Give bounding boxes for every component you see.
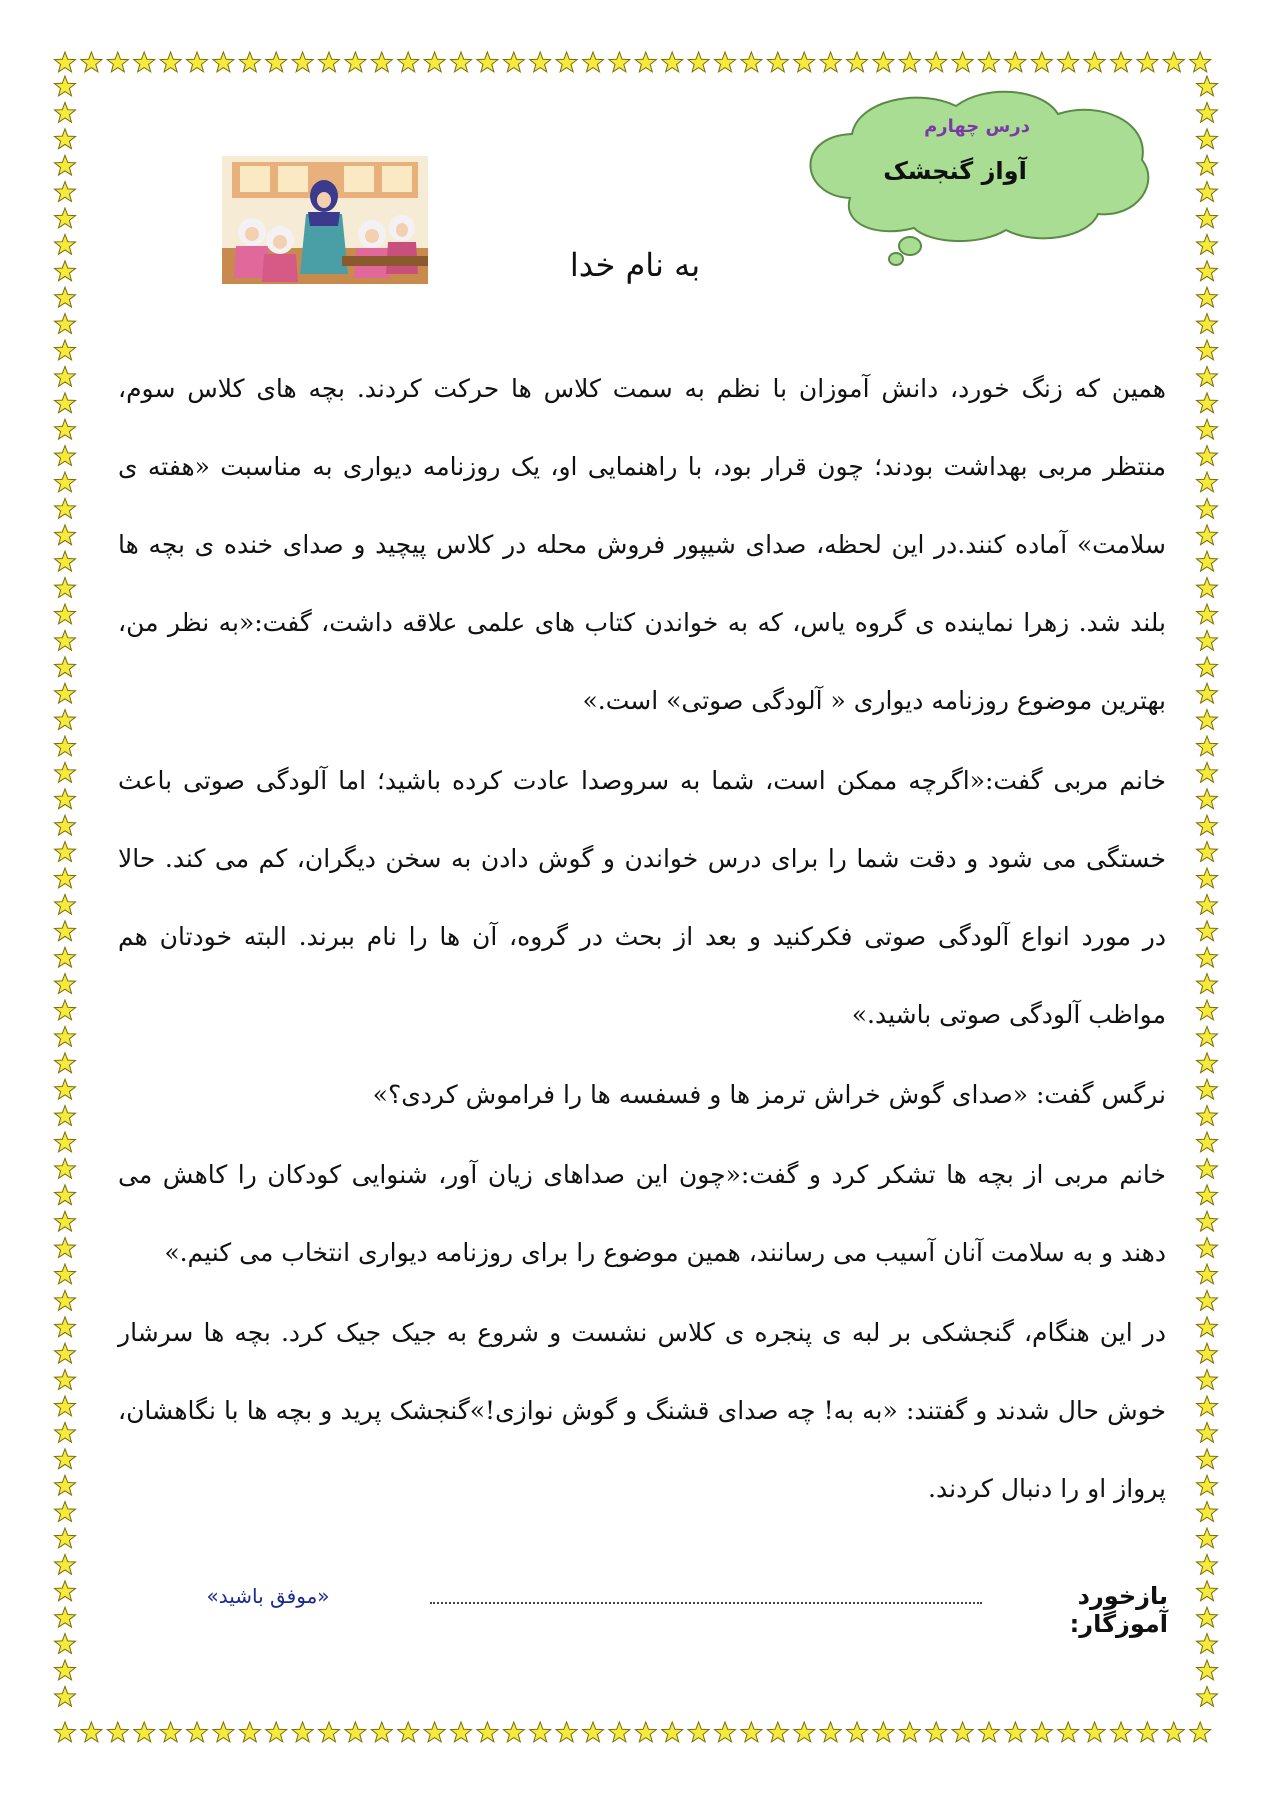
- star-icon: [1197, 762, 1218, 782]
- star-icon: [820, 1722, 841, 1742]
- star-icon: [55, 1634, 76, 1654]
- star-icon: [55, 630, 76, 650]
- star-icon: [55, 1264, 76, 1284]
- story-paragraph: خانم مربی از بچه ها تشکر کرد و گفت:«چون این صداهای زیان آور، شنوایی کودکان را کاهش می دهند و به سلامت آنان آسیب می رسانند، همین موضوع را برای روزنامه دیواری انتخاب می کنیم.»: [118, 1160, 1166, 1267]
- star-icon: [1197, 393, 1218, 413]
- star-icon: [556, 1722, 577, 1742]
- teacher-feedback-label: بازخورد آموزگار:: [1069, 1582, 1168, 1638]
- story-paragraph: در این هنگام، گنجشکی بر لبه ی پنجره ی کلاس نشست و شروع به جیک جیک کرد. بچه ها سرشار خوش حال شدند و گفتند: «به به! چه صدای قشنگ و گوش نوازی!»گنجشک پرید و بچه ها با نگاهشان، پرواز او را دنبال کردند.: [118, 1318, 1166, 1503]
- star-icon: [55, 366, 76, 386]
- star-icon: [55, 472, 76, 492]
- star-icon: [55, 578, 76, 598]
- star-icon: [583, 52, 604, 72]
- star-icon: [899, 52, 920, 72]
- star-icon: [926, 52, 947, 72]
- star-icon: [1084, 52, 1105, 72]
- star-icon: [1197, 710, 1218, 730]
- star-icon: [55, 1475, 76, 1495]
- star-icon: [979, 52, 1000, 72]
- star-icon: [952, 52, 973, 72]
- star-icon: [847, 1722, 868, 1742]
- star-icon: [345, 1722, 366, 1742]
- star-icon: [477, 1722, 498, 1742]
- star-icon: [741, 52, 762, 72]
- star-icon: [688, 1722, 709, 1742]
- star-icon: [1197, 1686, 1218, 1706]
- page-heading: به نام خدا: [569, 246, 701, 284]
- star-icon: [55, 1449, 76, 1469]
- star-icon: [741, 1722, 762, 1742]
- star-icon: [1137, 1722, 1158, 1742]
- star-icon: [1197, 1449, 1218, 1469]
- star-icon: [55, 894, 76, 914]
- star-icon: [1197, 525, 1218, 545]
- star-icon: [1137, 52, 1158, 72]
- star-icon: [1197, 1422, 1218, 1442]
- star-icon: [715, 1722, 736, 1742]
- star-icon: [530, 52, 551, 72]
- star-icon: [239, 1722, 260, 1742]
- star-icon: [55, 710, 76, 730]
- star-icon: [55, 129, 76, 149]
- star-icon: [1058, 52, 1079, 72]
- star-icon: [55, 419, 76, 439]
- star-icon: [1197, 921, 1218, 941]
- star-icon: [1197, 234, 1218, 254]
- star-icon: [213, 52, 234, 72]
- star-icon: [1197, 551, 1218, 571]
- star-icon: [292, 1722, 313, 1742]
- star-icon: [1111, 52, 1132, 72]
- star-icon: [1197, 419, 1218, 439]
- star-icon: [55, 1660, 76, 1680]
- star-icon: [847, 52, 868, 72]
- star-icon: [1197, 1581, 1218, 1601]
- star-icon: [55, 974, 76, 994]
- star-icon: [398, 52, 419, 72]
- star-icon: [767, 52, 788, 72]
- star-icon: [794, 52, 815, 72]
- star-icon: [1197, 894, 1218, 914]
- star-icon: [1197, 261, 1218, 281]
- star-icon: [55, 1686, 76, 1706]
- star-icon: [187, 1722, 208, 1742]
- star-icon: [873, 1722, 894, 1742]
- star-icon: [55, 1396, 76, 1416]
- star-icon: [55, 234, 76, 254]
- star-icon: [1031, 52, 1052, 72]
- star-icon: [609, 1722, 630, 1742]
- star-icon: [609, 52, 630, 72]
- star-icon: [1197, 1132, 1218, 1152]
- star-icon: [1163, 1722, 1184, 1742]
- star-icon: [55, 1722, 76, 1742]
- feedback-line: [430, 1602, 982, 1604]
- star-icon: [1111, 1722, 1132, 1742]
- star-icon: [1197, 842, 1218, 862]
- star-icon: [107, 1722, 128, 1742]
- star-icon: [1197, 1106, 1218, 1126]
- star-icon: [1197, 314, 1218, 334]
- star-icon: [1197, 76, 1218, 96]
- star-icon: [55, 340, 76, 360]
- star-icon: [134, 1722, 155, 1742]
- star-icon: [1197, 1502, 1218, 1522]
- star-icon: [55, 1502, 76, 1522]
- star-icon: [371, 1722, 392, 1742]
- star-icon: [1197, 182, 1218, 202]
- star-icon: [451, 52, 472, 72]
- star-icon: [55, 657, 76, 677]
- star-icon: [1197, 1264, 1218, 1284]
- classroom-illustration: [222, 156, 428, 284]
- star-icon: [55, 52, 76, 72]
- star-icon: [715, 52, 736, 72]
- star-icon: [1197, 155, 1218, 175]
- star-icon: [1197, 287, 1218, 307]
- star-icon: [1005, 52, 1026, 72]
- star-icon: [55, 393, 76, 413]
- star-icon: [926, 1722, 947, 1742]
- star-icon: [55, 1238, 76, 1258]
- lesson-title: آواز گنجشک: [883, 157, 1027, 185]
- star-icon: [134, 52, 155, 72]
- star-icon: [371, 52, 392, 72]
- star-icon: [55, 1106, 76, 1126]
- star-icon: [1163, 52, 1184, 72]
- star-icon: [55, 1158, 76, 1178]
- star-icon: [55, 287, 76, 307]
- star-icon: [635, 52, 656, 72]
- star-icon: [794, 1722, 815, 1742]
- star-icon: [213, 1722, 234, 1742]
- star-icon: [81, 1722, 102, 1742]
- star-icon: [1197, 340, 1218, 360]
- star-icon: [556, 52, 577, 72]
- star-icon: [1197, 102, 1218, 122]
- star-icon: [1058, 1722, 1079, 1742]
- star-icon: [55, 1185, 76, 1205]
- star-icon: [55, 261, 76, 281]
- star-icon: [55, 789, 76, 809]
- star-icon: [55, 1554, 76, 1574]
- star-icon: [266, 1722, 287, 1742]
- star-icon: [1197, 1607, 1218, 1627]
- star-icon: [424, 52, 445, 72]
- star-icon: [583, 1722, 604, 1742]
- star-icon: [503, 1722, 524, 1742]
- star-icon: [767, 1722, 788, 1742]
- star-icon: [398, 1722, 419, 1742]
- lesson-number: درس چهارم: [924, 116, 1030, 137]
- star-icon: [55, 736, 76, 756]
- star-icon: [1197, 736, 1218, 756]
- star-icon: [1197, 630, 1218, 650]
- star-icon: [1197, 657, 1218, 677]
- star-icon: [662, 1722, 683, 1742]
- star-icon: [1197, 947, 1218, 967]
- star-icon: [160, 52, 181, 72]
- story-paragraph: همین که زنگ خورد، دانش آموزان با نظم به سمت کلاس ها حرکت کردند. بچه های کلاس سوم، منتظر مربی بهداشت بودند؛ چون قرار بود، با راهنمایی او، یک روزنامه دیواری به مناسبت «هفته ی سلامت» آماده کنند.در این لحظه، صدای شیپور فروش محله در کلاس پیچید و صدای خنده ی بچه ها بلند شد. زهرا نماینده ی گروه یاس، که به خواندن کتاب های علمی علاقه داشت، گفت:«به نظر من، بهترین موضوع روزنامه دیواری « آلودگی صوتی» است.»: [118, 374, 1166, 715]
- star-icon: [266, 52, 287, 72]
- star-icon: [873, 52, 894, 72]
- star-icon: [820, 52, 841, 72]
- star-icon: [1197, 208, 1218, 228]
- story-paragraph: نرگس گفت: «صدای گوش خراش ترمز ها و فسفسه ها را فراموش کردی؟»: [372, 1080, 1166, 1109]
- star-icon: [55, 182, 76, 202]
- star-icon: [1197, 472, 1218, 492]
- star-icon: [292, 52, 313, 72]
- star-icon: [979, 1722, 1000, 1742]
- star-icon: [1197, 1290, 1218, 1310]
- star-icon: [55, 76, 76, 96]
- star-icon: [1197, 578, 1218, 598]
- star-icon: [1197, 604, 1218, 624]
- star-icon: [55, 1026, 76, 1046]
- star-icon: [1197, 1343, 1218, 1363]
- star-icon: [1190, 52, 1211, 72]
- star-border-bottom: [52, 1720, 1220, 1746]
- star-icon: [55, 498, 76, 518]
- star-icon: [55, 314, 76, 334]
- star-icon: [55, 1290, 76, 1310]
- star-icon: [55, 1211, 76, 1231]
- star-icon: [55, 1132, 76, 1152]
- star-icon: [451, 1722, 472, 1742]
- star-icon: [424, 1722, 445, 1742]
- star-icon: [55, 604, 76, 624]
- star-icon: [319, 52, 340, 72]
- star-icon: [55, 762, 76, 782]
- star-icon: [1197, 129, 1218, 149]
- good-luck-note: «موفق باشید»: [206, 1584, 330, 1608]
- star-icon: [55, 1370, 76, 1390]
- star-icon: [319, 1722, 340, 1742]
- star-icon: [55, 446, 76, 466]
- star-icon: [55, 683, 76, 703]
- star-icon: [477, 52, 498, 72]
- star-icon: [55, 551, 76, 571]
- star-icon: [55, 842, 76, 862]
- star-icon: [55, 1528, 76, 1548]
- star-icon: [55, 921, 76, 941]
- star-icon: [952, 1722, 973, 1742]
- star-icon: [1031, 1722, 1052, 1742]
- star-icon: [345, 52, 366, 72]
- star-icon: [1197, 1079, 1218, 1099]
- star-icon: [1197, 1554, 1218, 1574]
- star-icon: [55, 1581, 76, 1601]
- star-icon: [55, 208, 76, 228]
- star-icon: [55, 1000, 76, 1020]
- star-icon: [530, 1722, 551, 1742]
- star-icon: [55, 1422, 76, 1442]
- star-icon: [688, 52, 709, 72]
- star-icon: [1197, 1185, 1218, 1205]
- star-icon: [187, 52, 208, 72]
- star-icon: [1197, 815, 1218, 835]
- star-icon: [55, 947, 76, 967]
- star-icon: [1197, 1475, 1218, 1495]
- star-icon: [55, 525, 76, 545]
- star-border-left: [52, 74, 78, 1720]
- star-icon: [1197, 1528, 1218, 1548]
- star-icon: [1197, 1238, 1218, 1258]
- star-icon: [55, 102, 76, 122]
- star-icon: [635, 1722, 656, 1742]
- star-icon: [899, 1722, 920, 1742]
- star-icon: [1197, 1053, 1218, 1073]
- star-icon: [662, 52, 683, 72]
- star-icon: [1197, 1000, 1218, 1020]
- star-icon: [81, 52, 102, 72]
- star-border-right: [1194, 74, 1220, 1720]
- star-icon: [160, 1722, 181, 1742]
- star-icon: [1197, 498, 1218, 518]
- star-icon: [55, 1079, 76, 1099]
- star-icon: [55, 1317, 76, 1337]
- star-icon: [503, 52, 524, 72]
- star-border-top: [52, 50, 1220, 76]
- star-icon: [55, 1343, 76, 1363]
- star-icon: [1197, 366, 1218, 386]
- star-icon: [55, 155, 76, 175]
- star-icon: [1197, 1396, 1218, 1416]
- star-icon: [1197, 446, 1218, 466]
- star-icon: [1197, 789, 1218, 809]
- star-icon: [55, 868, 76, 888]
- star-icon: [1197, 683, 1218, 703]
- star-icon: [107, 52, 128, 72]
- star-icon: [1005, 1722, 1026, 1742]
- star-icon: [1197, 974, 1218, 994]
- star-icon: [1084, 1722, 1105, 1742]
- star-icon: [1197, 1211, 1218, 1231]
- story-text: [118, 350, 1166, 1528]
- star-icon: [55, 1607, 76, 1627]
- star-icon: [239, 52, 260, 72]
- story-paragraph: خانم مربی گفت:«اگرچه ممکن است، شما به سروصدا عادت کرده باشید؛ اما آلودگی صوتی باعث خستگی می شود و دقت شما را برای درس خواندن و گوش دادن به سخن دیگران، کم می کند. حالا در مورد انواع آلودگی صوتی فکرکنید و بعد از بحث در گروه، آن ها را نام ببرند. البته خودتان هم مواظب آلودگی صوتی باشید.»: [118, 766, 1166, 1029]
- star-icon: [1197, 1370, 1218, 1390]
- star-icon: [55, 815, 76, 835]
- star-icon: [1197, 1634, 1218, 1654]
- star-icon: [55, 1053, 76, 1073]
- star-icon: [1197, 1317, 1218, 1337]
- star-icon: [1197, 1158, 1218, 1178]
- star-icon: [1190, 1722, 1211, 1742]
- star-icon: [1197, 1026, 1218, 1046]
- star-icon: [1197, 1660, 1218, 1680]
- star-icon: [1197, 868, 1218, 888]
